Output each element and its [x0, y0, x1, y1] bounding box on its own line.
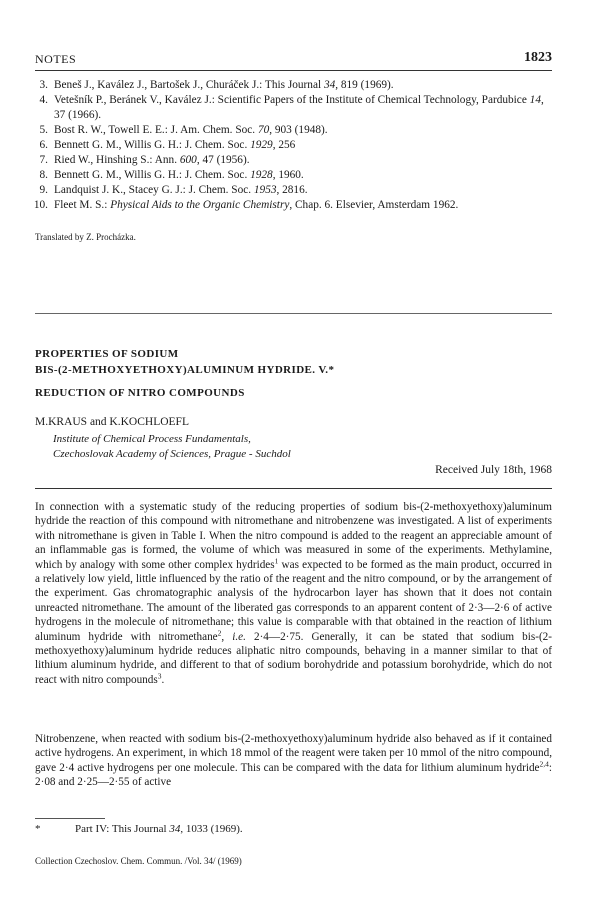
translator-credit: Translated by Z. Procházka.	[35, 232, 136, 242]
reference-item: 9. Landquist J. K., Stacey G. J.: J. Chem. Soc. 1953, 2816.	[39, 184, 308, 196]
header-rule	[35, 70, 552, 71]
affiliation-line-2: Czechoslovak Academy of Sciences, Prague - Suchdol	[53, 448, 291, 460]
article-subtitle: REDUCTION OF NITRO COMPOUNDS	[35, 387, 245, 399]
article-title-line-1: PROPERTIES OF SODIUM	[35, 348, 179, 360]
author-line: M.KRAUS and K.KOCHLOEFL	[35, 416, 189, 428]
footnote-rule	[35, 818, 105, 819]
body-paragraph-2: Nitrobenzene, when reacted with sodium bis-(2-methoxyethoxy)aluminum hydride also behaved as if it contained active hydrogens. An experiment, in which 18 mmol of the reagent were taken per 10 mmol of the nitro compound, gave 2·4 active hydrogens per one molecule. This can be compared with the data for lithium aluminum hydride$^{2,4}$: 2·08 and 2·25—2·55 of active	[35, 733, 552, 789]
journal-footer: Collection Czechoslov. Chem. Commun. /Vol. 34/ (1969)	[35, 856, 242, 866]
article-title-line-2: BIS-(2-METHOXYETHOXY)ALUMINUM HYDRIDE. V.*	[35, 364, 335, 376]
footnote: * Part IV: This Journal 34, 1033 (1969).	[35, 823, 243, 835]
reference-list	[22, 78, 554, 213]
reference-item: 8. Bennett G. M., Willis G. H.: J. Chem. Soc. 1928, 1960.	[39, 169, 304, 181]
reference-item: 4. Vetešník P., Beránek V., Kavález J.: Scientific Papers of the Institute of Chemical Technology, Pardubice 14, 37 (1966).	[39, 94, 544, 121]
section-label: NOTES	[35, 52, 77, 66]
reference-item: 10. Fleet M. S.: Physical Aids to the Organic Chemistry, Chap. 6. Elsevier, Amsterdam 1962.	[33, 199, 459, 211]
section-separator	[35, 313, 552, 314]
reference-item: 7. Ried W., Hinshing S.: Ann. 600, 47 (1956).	[39, 154, 250, 166]
body-rule	[35, 488, 552, 489]
received-date: Received July 18th, 1968	[435, 464, 552, 476]
reference-item: 3. Beneš J., Kavález J., Bartošek J., Churáček J.: This Journal 34, 819 (1969).	[39, 79, 394, 91]
page-number: 1823	[524, 50, 552, 65]
running-header	[35, 50, 552, 70]
affiliation-line-1: Institute of Chemical Process Fundamentals,	[53, 433, 251, 445]
reference-item: 6. Bennett G. M., Willis G. H.: J. Chem. Soc. 1929, 256	[39, 139, 296, 151]
body-paragraph-1: In connection with a systematic study of the reducing properties of sodium bis-(2-methoxyethoxy)aluminum hydride the reaction of this compound with nitromethane and nitrobenzene was investigated. A list of experiments with nitromethane is given in Table I. When the nitro compound is added to the reagent an appreciable amount of an inflammable gas is formed, the volume of which was measured in some of the experiments. Methylamine, which by analogy with some other complex hydrides$^1$ was expected to be formed as the main product, occurred in a relatively low yield, little influenced by the ratio of the reagent and the nitro compound, or by the arrangement of the experiment. Gas chromatographic analysis of the hydrocarbon layer has shown that it does not contain unreacted nitromethane. The amount of the liberated gas corresponds to an apparent content of 2·3—2·6 of active hydrogens in the molecule of nitromethane; this value is comparable with that obtained in the reaction of lithium aluminum hydride with nitromethane$^2$, i.e. 2·4—2·75. Generally, it can be stated that sodium bis-(2-methoxyethoxy)aluminum hydride reduces aliphatic nitro compounds, behaving in a manner similar to that of lithium aluminum hydride, and different to that of sodium borohydride and potassium borohydride, which do not react with nitro compounds$^3$.	[35, 501, 552, 686]
reference-item: 5. Bost R. W., Towell E. E.: J. Am. Chem. Soc. 70, 903 (1948).	[39, 124, 328, 136]
